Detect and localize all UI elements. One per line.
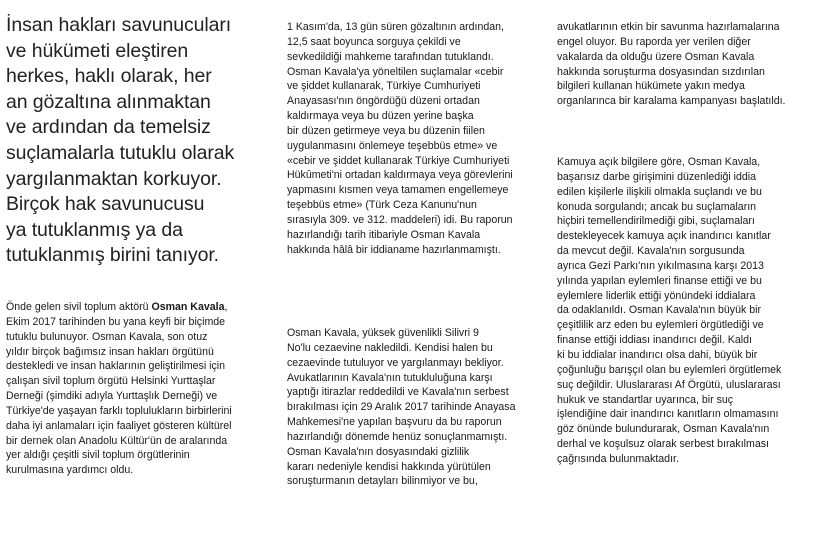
pull-quote-line: ya tutuklanmış ya da — [6, 218, 183, 241]
paragraph-line: kaldırmaya veya bu düzen yerine başka — [287, 110, 474, 123]
pull-quote-line: Birçok hak savunucusu — [6, 193, 205, 216]
paragraph-line: hiçbiri temellendirilmediği gibi, suçlamaları — [557, 215, 755, 228]
paragraph-line: konuda sorgulandı; ancak bu suçlamaların — [557, 200, 757, 213]
paragraph-line: cezaevinde tutuluyor ve yargılanmayı bekliyor. — [287, 356, 504, 369]
paragraph-line: Osman Kavala'ya yöneltilen suçlamalar «cebir — [287, 65, 504, 78]
paragraph-line: Hükûmeti'ni ortadan kaldırmaya veya görevlerini — [287, 169, 513, 182]
paragraph-line: çeşitlilik arz eden bu eylemleri örgütlediği ve — [557, 319, 764, 332]
paragraph-line: hakkında hâlâ bir iddianame hazırlanmamıştı. — [287, 243, 501, 256]
pull-quote-line: ve hükümeti eleştiren — [6, 39, 189, 62]
paragraph-line: da odaklanıldı. Osman Kavala'nın büyük bir — [557, 304, 762, 317]
body-paragraph-allegations — [557, 155, 825, 467]
paragraph-line: yıldır birçok bağımsız insan hakları örgütünü — [6, 345, 214, 358]
text-span: , — [224, 301, 228, 313]
pull-quote — [6, 13, 276, 269]
paragraph-line: uygulanmasını önlemeye teşebbüs etme» ve — [287, 139, 498, 152]
paragraph-line: avukatlarının etkin bir savunma hazırlamalarına — [557, 21, 780, 33]
paragraph-line: edilen kişilerle ilişkili olmakla suçlandı ve bu — [557, 185, 762, 198]
paragraph-line: da mevcut değil. Kavala'nın sorgusunda — [557, 245, 745, 258]
paragraph-line: Mahkemesi'ne yapılan başvuru da bu raporun — [287, 416, 502, 429]
paragraph-line: başarısız darbe girişimini düzenlediği iddia — [557, 170, 757, 183]
paragraph-line: hazırlandığı tarih itibariyle Osman Kavala — [287, 228, 481, 241]
paragraph-line: finanse ettiği iddiası inandırıcı değil. Kaldı — [557, 334, 752, 347]
paragraph-line: yapmasını kısmen veya tamamen engellemeye — [287, 184, 509, 197]
paragraph-line: bir dernek olan Anadolu Kültür'ün de aralarında — [6, 434, 228, 447]
pull-quote-line: herkes, haklı olarak, her — [6, 65, 212, 88]
paragraph-line: kararı nedeniyle kendisi hakkında yürütülen — [287, 460, 491, 473]
paragraph-line: hakkında soruşturma dosyasından sızdırılan — [557, 65, 765, 78]
paragraph-line: ve şiddet kullanarak, Türkiye Cumhuriyeti — [287, 80, 481, 93]
paragraph-line: bırakılması için 29 Aralık 2017 tarihinde Anayasa — [287, 401, 516, 414]
paragraph-line: Derneği (şimdiki adıyla Yurttaşlık Derneği) ve — [6, 390, 218, 403]
paragraph-line: ki bu iddialar inandırıcı olsa dahi, büyük bir — [557, 348, 758, 361]
paragraph-line: ayrıca Gezi Parkı'nın yıkılmasına karşı 2013 — [557, 259, 764, 272]
paragraph-line: bir düzen getirmeye veya bu düzenin fiilen — [287, 124, 485, 137]
paragraph-line: hukuk ve standartlar uyarınca, bir suç — [557, 393, 734, 406]
paragraph-line: Kamuya açık bilgilere göre, Osman Kavala, — [557, 156, 761, 168]
paragraph-line: derhal ve koşulsuz olarak serbest bırakılması — [557, 438, 769, 451]
paragraph-line: işlendiğine dair inandırıcı kanıtların olmamasını — [557, 408, 779, 421]
paragraph-line: göz önünde bulundurarak, Osman Kavala'nın — [557, 423, 770, 436]
pull-quote-line: an gözaltına alınmaktan — [6, 90, 211, 113]
pull-quote-line: İnsan hakları savunucuları — [6, 14, 232, 36]
paragraph-line: 1 Kasım'da, 13 gün süren gözaltının ardından, — [287, 21, 504, 33]
paragraph-line — [6, 300, 274, 315]
body-paragraph-charges — [287, 20, 549, 258]
paragraph-line: çalışan sivil toplum örgütü Helsinki Yurttaşlar — [6, 375, 216, 388]
pull-quote-line: ve ardından da temelsiz — [6, 116, 211, 139]
paragraph-line: Osman Kavala, yüksek güvenlikli Silivri 9 — [287, 327, 479, 339]
paragraph-line: Anayasası'nın öngördüğü düzeni ortadan — [287, 95, 480, 108]
paragraph-line: bilgileri kullanan hükümete yakın medya — [557, 80, 745, 93]
pull-quote-line: suçlamalarla tutuklu olarak — [6, 141, 235, 164]
paragraph-line: Türkiye'de yaşayan farklı toplulukların birbirlerini — [6, 404, 232, 417]
paragraph-line: organlarınca bir karalama kampanyası başlatıldı. — [557, 95, 786, 108]
paragraph-line: Avukatlarının Kavala'nın tutukluluğuna karşı — [287, 371, 493, 384]
paragraph-line: «cebir ve şiddet kullanarak Türkiye Cumhuriyeti — [287, 154, 510, 167]
paragraph-line: eylemlere liderlik ettiği yönündeki iddialara — [557, 289, 756, 302]
paragraph-line: çağrısında bulunmaktadır. — [557, 452, 679, 465]
paragraph-line: No'lu cezaevine nakledildi. Kendisi halen bu — [287, 341, 493, 354]
paragraph-line: destekleyecek kamuya açık inandırıcı kanıtlar — [557, 230, 771, 243]
paragraph-line: vakalarda da olduğu üzere Osman Kavala — [557, 50, 755, 63]
paragraph-line: teşebbüs etme» (Türk Ceza Kanunu'nun — [287, 199, 477, 212]
paragraph-line: 12,5 saat boyunca sorguya çekildi ve — [287, 35, 461, 48]
paragraph-line: çoğunluğu barışçıl olan bu eylemleri örgütlemek — [557, 363, 782, 376]
paragraph-line: soruşturmanın detayları bilinmiyor ve bu, — [287, 475, 478, 488]
paragraph-line: kurulmasına yardımcı oldu. — [6, 464, 134, 477]
paragraph-line: yaptığı itirazlar reddedildi ve Kavala'nın serbest — [287, 386, 509, 399]
text-span: Önde gelen sivil toplum aktörü — [6, 301, 152, 313]
paragraph-line: suç değildir. Uluslararası Af Örgütü, uluslararası — [557, 378, 781, 391]
paragraph-line: yılında yapılan eylemleri finanse ettiği ve bu — [557, 274, 762, 287]
paragraph-line: engel oluyor. Bu raporda yer verilen diğer — [557, 35, 751, 48]
body-paragraph-smear-campaign — [557, 20, 825, 109]
body-paragraph-intro — [6, 300, 274, 478]
paragraph-line: Osman Kavala'nın dosyasındaki gizlilik — [287, 445, 470, 458]
body-paragraph-detention — [287, 326, 549, 489]
pull-quote-line: yargılanmaktan korkuyor. — [6, 167, 222, 190]
paragraph-line: daha iyi anlamaları için faaliyet gösteren kültürel — [6, 419, 232, 432]
paragraph-line: yer aldığı çeşitli sivil toplum örgütlerinin — [6, 449, 190, 462]
pull-quote-line: tutuklanmış birini tanıyor. — [6, 244, 219, 267]
paragraph-line: sırasıyla 309. ve 312. maddeleri) idi. Bu raporun — [287, 213, 513, 226]
person-name-bold: Osman Kavala — [151, 301, 225, 313]
paragraph-line: tutuklu bulunuyor. Osman Kavala, son otuz — [6, 330, 208, 343]
paragraph-line: sevkedildiği mahkeme tarafından tutuklandı. — [287, 50, 494, 63]
paragraph-line: hazırlandığı dönemde henüz sonuçlanmamıştı. — [287, 430, 508, 443]
paragraph-line: Ekim 2017 tarihinden bu yana keyfi bir biçimde — [6, 315, 226, 328]
paragraph-line: destekledi ve insan haklarının geliştirilmesi için — [6, 360, 226, 373]
